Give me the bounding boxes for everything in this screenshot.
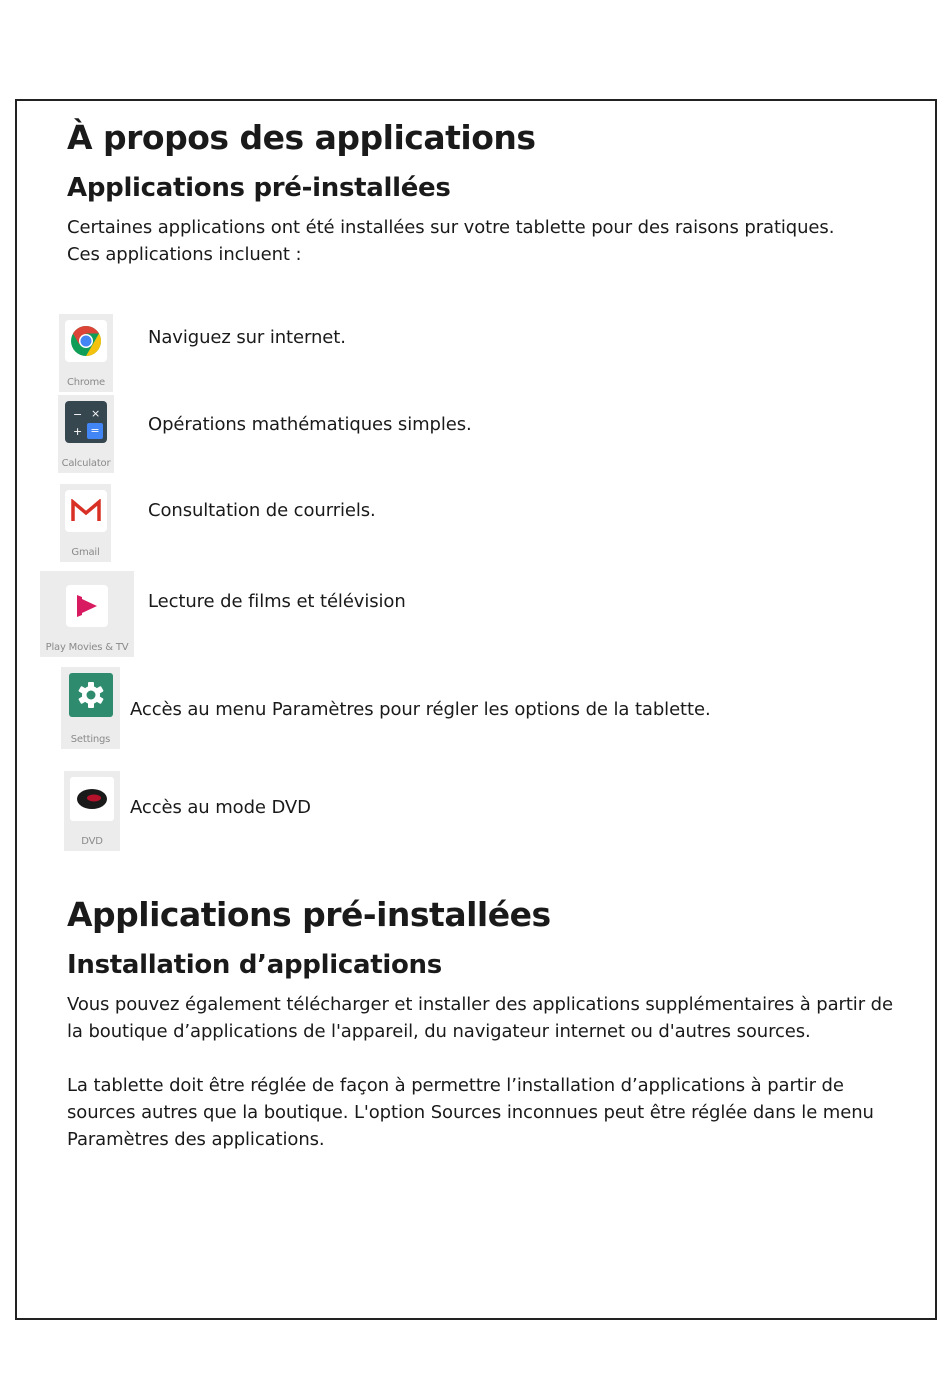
app-caption-dvd: DVD [81,836,103,847]
calculator-icon: − × + = [65,401,107,443]
play-movies-icon [74,593,100,619]
app-tile-chrome [59,314,113,392]
installation-paragraph-1: Vous pouvez également télécharger et installer des applications supplémentaires à partir de la boutique d’applications de l'appareil, du navigateur internet ou d'autres sources. [67,994,893,1042]
settings-icon [76,680,106,710]
app-tile-settings [61,667,120,749]
app-caption-chrome: Chrome [66,377,106,388]
gmail-icon [70,499,102,523]
section-title-preinstalled: Applications pré-installées [67,895,551,934]
app-tile-gmail [60,484,111,562]
app-tile-play-movies [40,571,134,657]
page-title: À propos des applications [67,118,536,157]
app-description-dvd: Accès au mode DVD [130,797,311,818]
app-tile-dvd [64,771,120,851]
app-description-play-movies: Lecture de films et télévision [148,591,406,612]
installation-paragraph-2: La tablette doit être réglée de façon à permettre l’installation d’applications à partir de sources autres que la boutique. L'option Sources inconnues peut être réglée dans le menu Paramètres des applications. [67,1075,874,1150]
intro-line-2: Ces applications incluent : [67,244,302,265]
chrome-icon [70,325,102,357]
app-description-settings: Accès au menu Paramètres pour régler les options de la tablette. [130,699,711,720]
intro-line-1: Certaines applications ont été installées sur votre tablette pour des raisons pratiques. [67,217,835,238]
app-caption-gmail: Gmail [71,547,100,558]
dvd-icon [75,787,109,811]
app-caption-play-movies: Play Movies & TV [45,642,129,653]
section-subtitle-installation: Installation d’applications [67,950,442,980]
app-caption-calculator: Calculator [61,458,111,469]
app-caption-settings: Settings [70,734,111,745]
app-description-calculator: Opérations mathématiques simples. [148,414,472,435]
app-description-chrome: Naviguez sur internet. [148,327,346,348]
app-description-gmail: Consultation de courriels. [148,500,376,521]
section-subtitle-preinstalled: Applications pré-installées [67,173,451,203]
app-tile-calculator [58,395,114,473]
